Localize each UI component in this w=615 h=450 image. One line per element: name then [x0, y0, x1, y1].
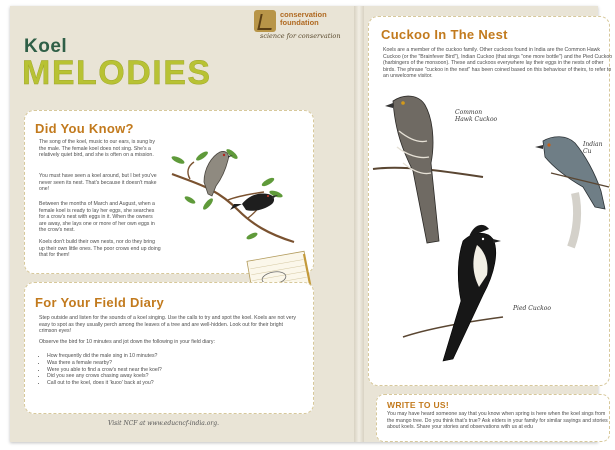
- title-koel: Koel: [24, 36, 68, 57]
- cuckoo-heading: Cuckoo In The Nest: [381, 27, 508, 42]
- magazine-spread: [10, 6, 613, 442]
- write-to-us-paragraph: You may have heard someone say that you know when spring is here when the koel sings from the mango tree. Do you think that's true? Ask elders in your family for similar sayings and stories about koels. Share your stories and observations with us at edu: [387, 411, 608, 431]
- ncf-logo-icon: [254, 10, 276, 32]
- field-diary-checklist: [39, 353, 309, 387]
- koel-and-crow-illustration: [168, 138, 296, 246]
- did-you-know-para-2: You must have seen a koel around, but I bet you've never seen its nest. That's because it doesn't make one!: [39, 173, 157, 193]
- logo-tagline: science for conservation: [260, 32, 341, 40]
- list-item: • Were you able to find a crow's nest near the koel?: [47, 367, 309, 374]
- logo-name-line2: foundation: [280, 18, 319, 27]
- field-diary-heading: For Your Field Diary: [35, 295, 165, 310]
- label-indian-cuckoo: Indian Cu: [583, 141, 603, 155]
- did-you-know-heading: Did You Know?: [35, 121, 134, 136]
- did-you-know-para-1: The song of the koel, music to our ears, is sung by the male. The female koel does not sing. She's a relatively quiet bird, and she is often on a mission.: [39, 139, 155, 159]
- logo-name-line1: conservation: [280, 10, 327, 19]
- cuckoo-paragraph: Koels are a member of the cuckoo family. Other cuckoos found in India are the Common Hawk Cuckoo (or the "Brainfever Bird"), Indian Cuckoo (that sings "one more bottle") and the Pied Cuckoo (harbingers of the monsoon). These and cuckoos everywhere lay their eggs in the nests of other birds. The phrase "cuckoo in the nest" has been coined based on this behaviour of theirs, to refer to an unwelcome visitor.: [383, 47, 613, 80]
- label-common-hawk-line2: Hawk Cuckoo: [455, 116, 498, 123]
- label-pied-cuckoo: Pied Cuckoo: [513, 305, 551, 312]
- list-item: • Did you see any crows chasing away koels?: [47, 373, 309, 380]
- ncf-logo: [254, 10, 341, 40]
- field-diary-card: [24, 282, 314, 414]
- logo-name: [280, 11, 327, 27]
- list-item: • Was there a female nearby?: [47, 360, 309, 367]
- did-you-know-para-3: Between the months of March and August, when a female koel is ready to lay her eggs, she searches for a crow's nest with eggs in it. When the owners are away, she lays one or more of her own eggs in the crow's nest.: [39, 201, 155, 234]
- cuckoo-card: [368, 16, 613, 386]
- label-common-hawk-line1: Common: [455, 109, 483, 116]
- field-diary-intro: Step outside and listen for the sounds of a koel singing. Use the calls to try and spot the koel. Koels are not very easy to spot as they usually perch among the leaves of a tree and are well-hidden. Look out for their bright crimson eyes!: [39, 315, 296, 335]
- page-gutter: [354, 6, 364, 442]
- field-diary-instruction: Observe the bird for 10 minutes and jot down the following in your field diary:: [39, 339, 215, 345]
- title-melodies: MELODIES: [22, 54, 212, 92]
- did-you-know-para-4: Koels don't build their own nests, nor do they bring up their own little ones. The poor crows end up doing that for them!: [39, 239, 161, 259]
- list-item: • How frequently did the male sing in 10 minutes?: [47, 353, 309, 360]
- cuckoo-birds-illustration: [373, 91, 609, 383]
- ncf-website-link[interactable]: Visit NCF at www.educncf-india.org.: [108, 420, 220, 427]
- label-common-hawk-cuckoo: [455, 109, 497, 123]
- write-to-us-card: [376, 394, 610, 442]
- list-item: • Call out to the koel, does it 'kuoo' back at you?: [47, 380, 309, 387]
- write-to-us-heading: WRITE TO US!: [387, 400, 449, 410]
